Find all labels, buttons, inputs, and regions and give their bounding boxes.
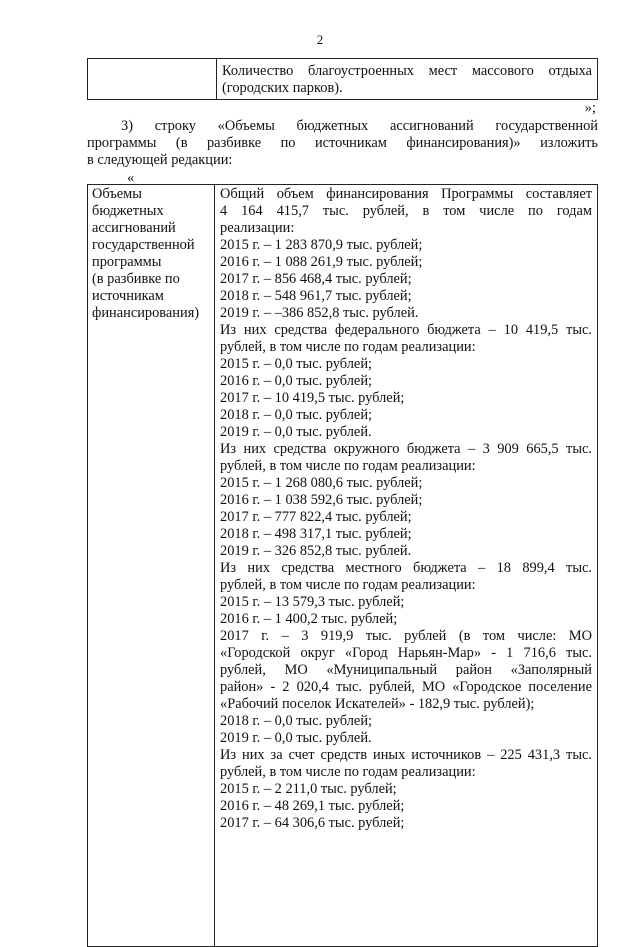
- funding-line: рублей, в том числе по годам реализации:: [220, 339, 476, 355]
- label-line: финансирования): [92, 305, 200, 321]
- funding-line: 2017 г. – 10 419,5 тыс. рублей;: [220, 390, 405, 406]
- funding-line: 2019 г. – 326 852,8 тыс. рублей.: [220, 543, 412, 559]
- funding-line: Из них средства федерального бюджета – 10 419,5 тыс.: [220, 322, 592, 338]
- label-line: источникам: [92, 288, 164, 304]
- label-line: ассигнований: [92, 220, 176, 236]
- funding-line: 2018 г. – 0,0 тыс. рублей;: [220, 407, 373, 423]
- funding-line: 2019 г. – –386 852,8 тыс. рублей.: [220, 305, 419, 321]
- funding-line: Из них средства окружного бюджета – 3 909 665,5 тыс.: [220, 441, 592, 457]
- funding-label-cell: [88, 185, 215, 947]
- label-line: бюджетных: [92, 203, 164, 219]
- label-line: Объемы: [92, 186, 142, 202]
- funding-line: 4 164 415,7 тыс. рублей, в том числе по годам: [220, 203, 592, 219]
- funding-line: 2017 г. – 3 919,9 тыс. рублей (в том числе: МО: [220, 628, 592, 644]
- funding-line: 2017 г. – 856 468,4 тыс. рублей;: [220, 271, 412, 287]
- top-row-left-cell: [88, 59, 217, 100]
- funding-table: [87, 184, 598, 947]
- top-row-right-cell: Количество благоустроенных мест массового отдыха (городских парков).: [217, 59, 598, 100]
- funding-line: рублей, в том числе по годам реализации:: [220, 764, 476, 780]
- funding-line: реализации:: [220, 220, 295, 236]
- funding-line: 2016 г. – 1 088 261,9 тыс. рублей;: [220, 254, 423, 270]
- paragraph-line: в следующей редакции:: [87, 152, 233, 168]
- funding-line: 2015 г. – 1 268 080,6 тыс. рублей;: [220, 475, 423, 491]
- funding-line: Из них за счет средств иных источников – 225 431,3 тыс.: [220, 747, 592, 763]
- funding-line: «Рабочий поселок Искателей» - 182,9 тыс. рублей);: [220, 696, 535, 712]
- funding-line: район» - 2 020,4 тыс. рублей, МО «Городское поселение: [220, 679, 592, 695]
- funding-line: рублей, МО «Муниципальный район «Заполярный: [220, 662, 592, 678]
- table-row: [88, 185, 598, 947]
- paragraph-line: программы (в разбивке по источникам финансирования)» изложить: [87, 135, 598, 151]
- funding-line: «Городской округ «Город Нарьян-Мар» - 1 716,6 тыс.: [220, 645, 592, 661]
- table-row: [88, 59, 598, 100]
- label-line: программы: [92, 254, 162, 270]
- funding-line: 2015 г. – 0,0 тыс. рублей;: [220, 356, 373, 372]
- funding-line: 2018 г. – 498 317,1 тыс. рублей;: [220, 526, 412, 542]
- funding-line: 2016 г. – 48 269,1 тыс. рублей;: [220, 798, 405, 814]
- funding-details-cell: [215, 185, 598, 947]
- funding-line: 2015 г. – 13 579,3 тыс. рублей;: [220, 594, 405, 610]
- top-table: [87, 58, 598, 100]
- funding-line: 2018 г. – 0,0 тыс. рублей;: [220, 713, 373, 729]
- funding-line: 2016 г. – 1 038 592,6 тыс. рублей;: [220, 492, 423, 508]
- funding-line: Общий объем финансирования Программы составляет: [220, 186, 592, 202]
- funding-line: рублей, в том числе по годам реализации:: [220, 577, 476, 593]
- funding-line: 2015 г. – 2 211,0 тыс. рублей;: [220, 781, 397, 797]
- funding-line: 2017 г. – 64 306,6 тыс. рублей;: [220, 815, 405, 831]
- funding-line: 2018 г. – 548 961,7 тыс. рублей;: [220, 288, 412, 304]
- closing-quote: »;: [584, 100, 596, 116]
- funding-line: 2015 г. – 1 283 870,9 тыс. рублей;: [220, 237, 423, 253]
- funding-line: 2016 г. – 0,0 тыс. рублей;: [220, 373, 373, 389]
- page-number: 2: [316, 32, 324, 47]
- opening-quote: «: [127, 170, 135, 186]
- label-line: государственной: [92, 237, 195, 253]
- label-line: (в разбивке по: [92, 271, 180, 287]
- funding-line: Из них средства местного бюджета – 18 899,4 тыс.: [220, 560, 592, 576]
- funding-line: 2016 г. – 1 400,2 тыс. рублей;: [220, 611, 398, 627]
- funding-line: 2017 г. – 777 822,4 тыс. рублей;: [220, 509, 412, 525]
- funding-line: 2019 г. – 0,0 тыс. рублей.: [220, 424, 372, 440]
- funding-line: 2019 г. – 0,0 тыс. рублей.: [220, 730, 372, 746]
- paragraph-line: 3) строку «Объемы бюджетных ассигнований государственной: [121, 118, 598, 134]
- funding-line: рублей, в том числе по годам реализации:: [220, 458, 476, 474]
- amendment-paragraph: [87, 118, 598, 169]
